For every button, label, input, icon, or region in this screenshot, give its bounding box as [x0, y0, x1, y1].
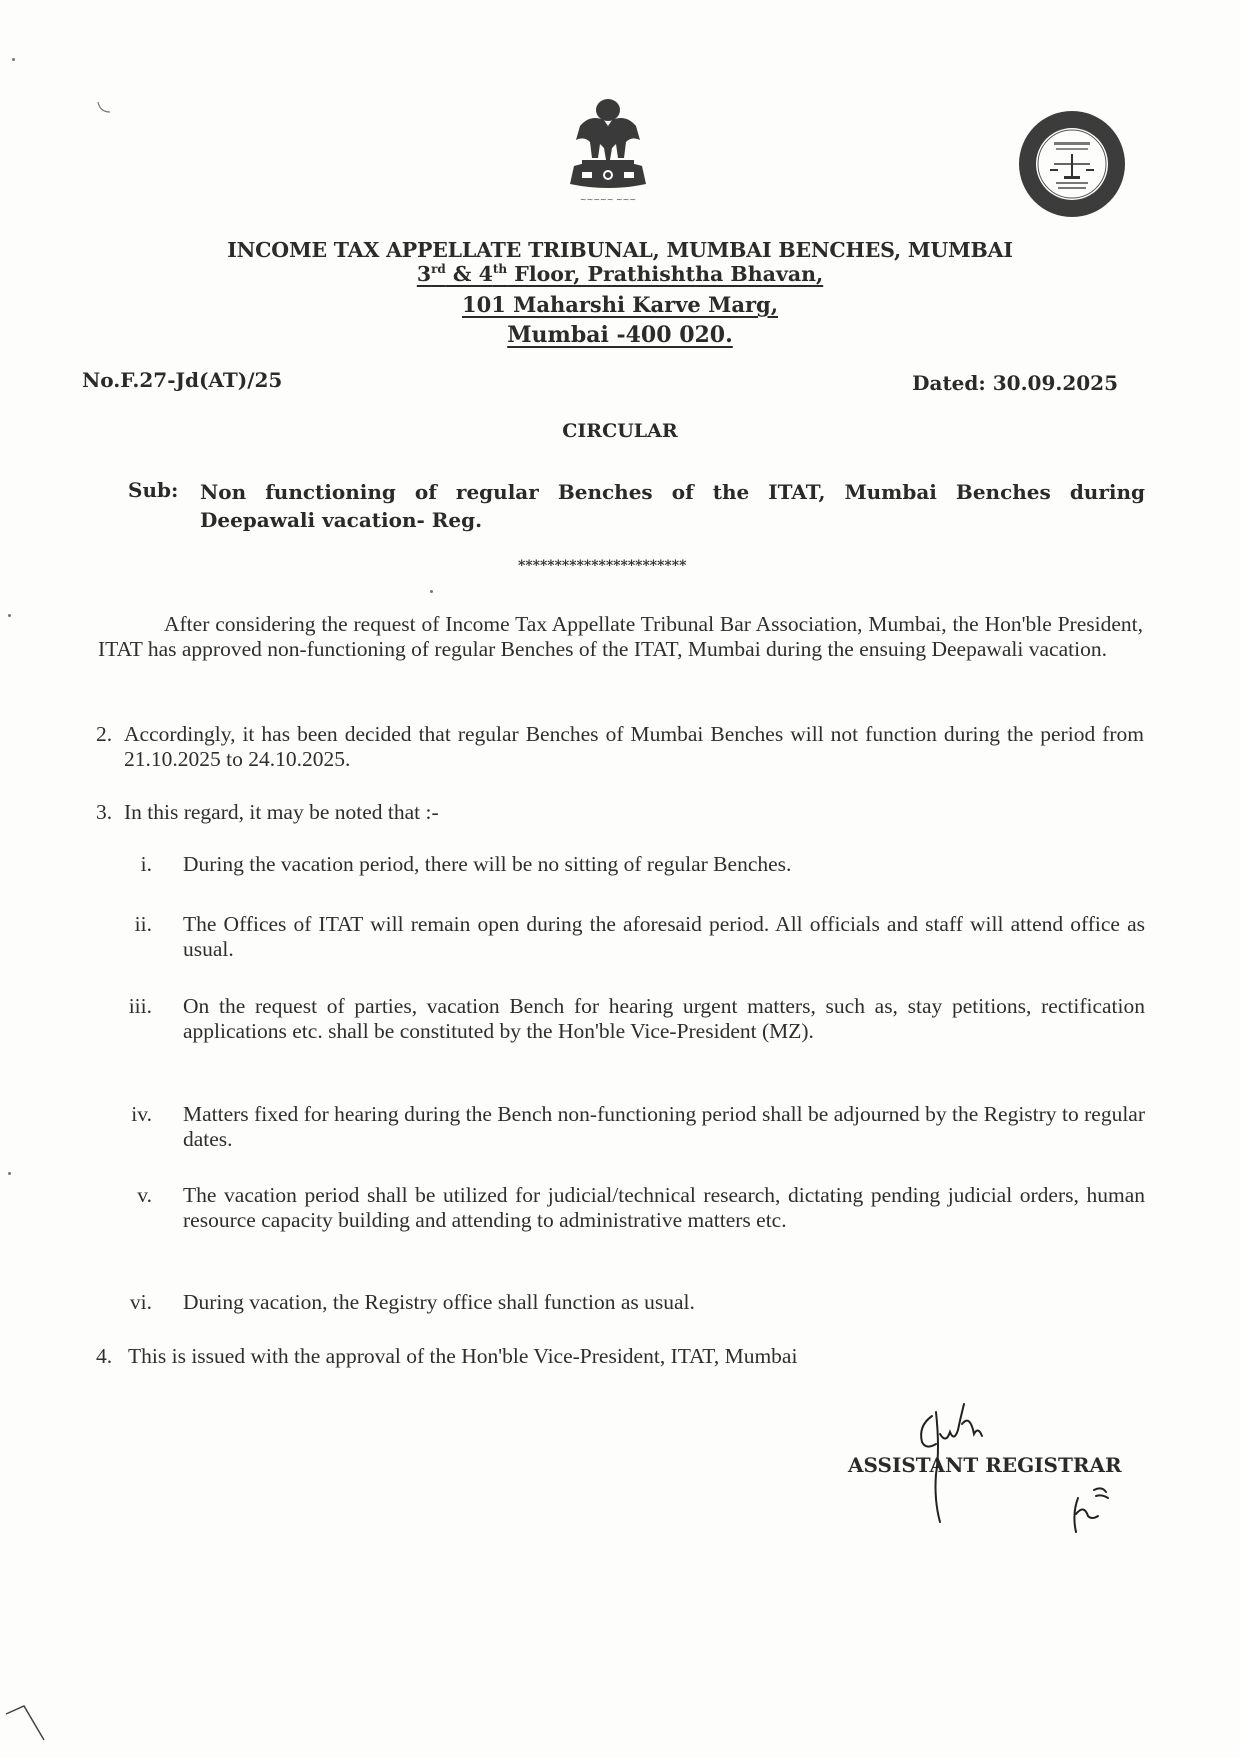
paragraph-3-number: 3.	[96, 800, 113, 824]
handwritten-signature	[840, 1390, 1160, 1550]
list-item-number: vi.	[129, 1290, 152, 1314]
scan-mark-top	[96, 100, 116, 120]
signatory-title: ASSISTANT REGISTRAR	[848, 1453, 1122, 1477]
date: Dated: 30.09.2025	[912, 371, 1118, 395]
subject-label: Sub:	[128, 478, 179, 502]
paragraph-3: In this regard, it may be noted that :-	[124, 800, 439, 824]
list-item-number: v.	[137, 1183, 152, 1207]
paragraph-4-number: 4.	[96, 1344, 113, 1368]
separator: ***********************	[518, 558, 687, 574]
itat-seal-logo	[1010, 108, 1138, 220]
list-item: The Offices of ITAT will remain open during the aforesaid period. All officials and staff will attend office as usual.	[183, 912, 1145, 961]
list-item: On the request of parties, vacation Bench for hearing urgent matters, such as, stay petitions, rectification applications etc. shall be constituted by the Hon'ble Vice-President (MZ).	[183, 994, 1145, 1043]
address-line-1: 3rd & 4th Floor, Prathishtha Bhavan,	[416, 262, 824, 286]
address-line-3: Mumbai -400 020.	[507, 322, 733, 348]
paragraph-2-number: 2.	[96, 722, 113, 746]
document-type: CIRCULAR	[562, 420, 678, 442]
list-item-number: i.	[140, 852, 152, 876]
list-item-number: iii.	[128, 994, 152, 1018]
national-emblem-logo	[560, 96, 656, 216]
address-line-2: 101 Maharshi Karve Marg,	[461, 292, 779, 317]
list-item-number: ii.	[134, 912, 152, 936]
list-item: Matters fixed for hearing during the Bench non-functioning period shall be adjourned by the Registry to regular dates.	[183, 1102, 1145, 1151]
org-name: INCOME TAX APPELLATE TRIBUNAL, MUMBAI BENCHES, MUMBAI	[227, 238, 1013, 262]
paragraph-2: Accordingly, it has been decided that regular Benches of Mumbai Benches will not function during the period from 21.10.2025 to 24.10.2025.	[124, 722, 1144, 771]
scan-mark-corner	[0, 1700, 60, 1754]
paragraph-4: This is issued with the approval of the Hon'ble Vice-President, ITAT, Mumbai	[128, 1344, 798, 1368]
list-item: During vacation, the Registry office shall function as usual.	[183, 1290, 695, 1314]
svg-text:~~~~~ ~~~: ~~~~~ ~~~	[579, 195, 637, 204]
list-item: The vacation period shall be utilized for judicial/technical research, dictating pending judicial orders, human resource capacity building and attending to administrative matters etc.	[183, 1183, 1145, 1232]
list-item: During the vacation period, there will be no sitting of regular Benches.	[183, 852, 792, 876]
subject-text: Non functioning of regular Benches of the ITAT, Mumbai Benches during Deepawali vacation- Reg.	[200, 480, 1145, 532]
list-item-number: iv.	[131, 1102, 152, 1126]
reference-number: No.F.27-Jd(AT)/25	[82, 368, 283, 392]
paragraph-1: After considering the request of Income Tax Appellate Tribunal Bar Association, Mumbai, the Hon'ble President, ITAT has approved non-functioning of regular Benches of the ITAT, Mumbai during the ensuing Deepawali vacation.	[98, 612, 1143, 661]
